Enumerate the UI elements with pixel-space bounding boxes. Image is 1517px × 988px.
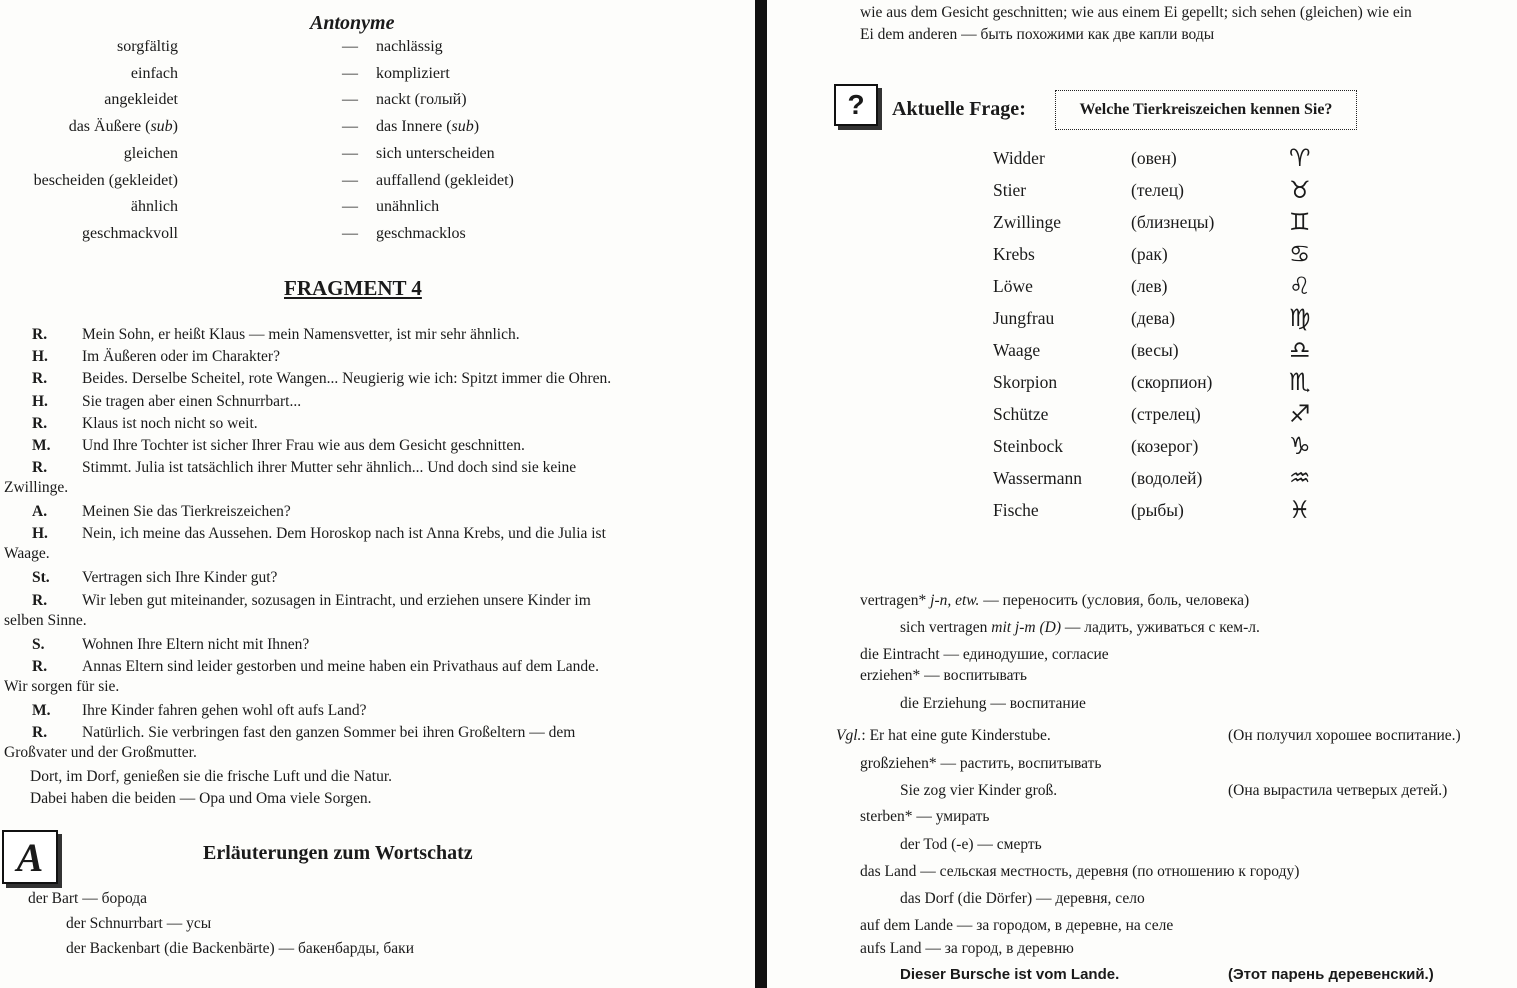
antonym-row [0,118,600,140]
antonym-right: sich unterscheiden [376,144,495,162]
zodiac-russian: (близнецы) [1131,212,1215,232]
antonym-left: sorgfältig [116,38,178,55]
zodiac-russian: (лев) [1131,276,1168,296]
letter-a-icon: A [2,830,58,884]
zodiac-german: Widder [993,148,1045,168]
antonym-right: geschmacklos [376,224,466,242]
antonyme-title: Antonyme [310,12,395,34]
zodiac-symbol-icon: ♓ [1289,496,1311,524]
vocab-eintracht: die Eintracht — единодушие, согласие [860,646,1109,663]
vocab-grossziehen-translation: (Она вырастила четверых детей.) [1228,782,1448,799]
antonym-dash: — [342,144,358,162]
zodiac-german: Stier [993,180,1027,200]
dialogue-continuation: Zwillinge. [4,479,69,497]
speaker: H. [32,348,48,366]
antonym-right: auffallend (gekleidet) [376,171,514,189]
zodiac-row [993,336,1413,370]
dialogue-line [4,435,704,457]
vocab-section-title: Erläuterungen zum Wortschatz [203,842,473,864]
question-box: Welche Tierkreiszeichen kennen Sie? [1055,90,1357,130]
dialogue-text: Wir leben gut miteinander, sozusagen in Eintracht, und erziehen unsere Kinder im [82,591,591,609]
antonym-left: bescheiden (gekleidet) [33,171,178,189]
zodiac-row [993,208,1413,242]
book-spine [755,0,767,988]
vocab-erziehen: erziehen* — воспитывать [860,667,1027,684]
zodiac-symbol-icon: ♉ [1289,176,1311,204]
zodiac-symbol-icon: ♑ [1289,432,1311,460]
dialogue-text: Beides. Derselbe Scheitel, rote Wangen... Neugierig wie ich: Spitzt immer die Ohren. [82,370,612,388]
antonym-left: das Äußere (sub) [68,118,178,136]
speaker: S. [32,635,45,653]
zodiac-german: Waage [993,340,1041,360]
idiom-line-2: Ei dem anderen — быть похожими как две капли воды [860,26,1215,43]
dialogue-text: Klaus ist noch nicht so weit. [82,414,258,432]
zodiac-row [993,240,1413,274]
vocab-aufs-land: aufs Land — за город, в деревню [860,940,1074,957]
vocab-grossziehen-example: Sie zog vier Kinder groß. [900,782,1058,799]
dialogue-text: Und Ihre Tochter ist sicher Ihrer Frau wie aus dem Gesicht geschnitten. [82,437,525,454]
zodiac-row [993,496,1413,530]
left-page [0,0,752,988]
zodiac-russian: (водолей) [1131,468,1203,488]
aktuelle-frage-label: Aktuelle Frage: [892,98,1026,120]
dialogue-text: Annas Eltern sind leider gestorben und meine haben ein Privathaus auf dem Lande. [82,657,599,675]
antonym-dash: — [342,198,358,216]
dialogue-line [4,590,704,634]
zodiac-russian: (телец) [1131,180,1184,200]
zodiac-row [993,176,1413,210]
dialogue-text: Mein Sohn, er heißt Klaus — mein Namensvetter, ist mir sehr ähnlich. [82,326,520,343]
antonym-row [0,225,600,247]
zodiac-symbol-icon: ♎ [1289,336,1311,364]
zodiac-row [993,464,1413,498]
speaker: R. [32,657,48,675]
speaker: H. [32,525,48,543]
antonym-row [0,38,600,60]
dialogue-line [4,788,704,810]
speaker: M. [32,437,51,454]
zodiac-german: Jungfrau [993,308,1055,328]
zodiac-symbol-icon: ♋ [1289,240,1311,268]
dialogue-text: Dabei haben die beiden — Opa und Oma viele Sorgen. [30,790,372,808]
dialogue-line [4,391,704,413]
speaker: R. [32,591,48,609]
dialogue-line [4,324,704,346]
antonym-left: geschmackvoll [82,224,178,242]
antonym-row [0,145,600,167]
dialogue-text: Ihre Kinder fahren gehen wohl oft aufs Land? [82,701,367,719]
zodiac-row [993,368,1413,402]
dialogue-text: Vertragen sich Ihre Kinder gut? [82,569,278,587]
vocab-sich-vertragen: sich vertragen mit j-m (D) — ладить, уживаться с кем-л. [900,619,1260,636]
fragment-title: FRAGMENT 4 [284,276,422,300]
dialogue-text: Wohnen Ihre Eltern nicht mit Ihnen? [82,635,310,653]
vocab-land: das Land — сельская местность, деревня (по отношению к городу) [860,863,1300,880]
zodiac-row [993,432,1413,466]
zodiac-symbol-icon: ♍ [1289,304,1311,332]
zodiac-german: Löwe [993,276,1033,296]
dialogue-continuation: Wir sorgen für sie. [4,677,120,695]
antonym-dash: — [342,91,358,109]
dialogue-line [4,634,704,656]
zodiac-symbol-icon: ♈ [1289,144,1311,172]
zodiac-symbol-icon: ♌ [1289,272,1311,300]
zodiac-row [993,272,1413,306]
vocab-bursche: Dieser Bursche ist vom Lande. [900,966,1120,983]
zodiac-russian: (дева) [1131,308,1176,328]
antonym-right: unähnlich [376,198,440,216]
zodiac-symbol-icon: ♒ [1289,464,1311,492]
zodiac-german: Fische [993,500,1039,520]
speaker: St. [32,569,50,587]
antonym-row [0,198,600,220]
antonym-left: ähnlich [130,198,178,216]
zodiac-symbol-icon: ♊ [1289,208,1311,236]
vocab-entry: der Backenbart (die Backenbärte) — бакенбарды, баки [66,940,414,957]
question-icon: ? [834,84,878,126]
zodiac-german: Wassermann [993,468,1082,488]
zodiac-symbol-icon: ♐ [1289,400,1311,428]
antonym-right: kompliziert [376,64,450,82]
zodiac-russian: (овен) [1131,148,1177,168]
dialogue-text: Natürlich. Sie verbringen fast den ganzen Sommer bei ihren Großeltern — dem [82,724,576,741]
speaker: R. [32,326,48,343]
antonym-right: nachlässig [376,38,443,55]
antonym-dash: — [342,118,358,136]
speaker: M. [32,701,51,719]
dialogue-line [4,656,704,700]
zodiac-german: Zwillinge [993,212,1062,232]
vocab-bursche-translation: (Этот парень деревенский.) [1228,966,1434,983]
antonym-row [0,172,600,194]
vocab-grossziehen: großziehen* — растить, воспитывать [860,755,1102,772]
zodiac-german: Krebs [993,244,1035,264]
dialogue-line [4,457,704,501]
zodiac-russian: (рыбы) [1131,500,1184,520]
antonym-row [0,65,600,87]
zodiac-russian: (скорпион) [1131,372,1213,392]
zodiac-russian: (стрелец) [1131,404,1201,424]
dialogue-text: Meinen Sie das Tierkreiszeichen? [82,503,291,521]
zodiac-symbol-icon: ♏ [1289,368,1311,396]
dialogue-text: Nein, ich meine das Aussehen. Dem Horoskop nach ist Anna Krebs, und die Julia ist [82,525,606,543]
speaker: R. [32,724,48,741]
antonym-left: angekleidet [104,91,178,109]
dialogue-line [4,413,704,435]
zodiac-row [993,304,1413,338]
speaker: R. [32,459,48,477]
speaker: A. [32,503,48,521]
dialogue-line [4,368,704,390]
dialogue-line [4,722,704,766]
dialogue-line [4,346,704,368]
idiom-line-1: wie aus dem Gesicht geschnitten; wie aus einem Ei gepellt; sich sehen (gleichen) wie ein [860,4,1412,21]
vocab-dorf: das Dorf (die Dörfer) — деревня, село [900,890,1145,907]
antonym-left: gleichen [123,144,178,162]
speaker: R. [32,370,48,388]
antonym-right: nackt (голый) [376,91,467,109]
antonym-dash: — [342,64,358,82]
vocab-vgl-translation: (Он получил хорошее воспитание.) [1228,727,1461,744]
dialogue-line [4,766,704,788]
vocab-entry: der Schnurrbart — усы [66,915,212,932]
vocab-sterben: sterben* — умирать [860,808,990,825]
speaker: H. [32,392,48,410]
dialogue-text: Im Äußeren oder im Charakter? [82,348,280,366]
dialogue-line [4,501,704,523]
dialogue-text: Stimmt. Julia ist tatsächlich ihrer Mutter sehr ähnlich... Und doch sind sie keine [82,459,577,477]
antonym-dash: — [342,38,358,55]
antonym-row [0,91,600,113]
antonym-right: das Innere (sub) [376,118,480,136]
zodiac-row [993,144,1413,178]
zodiac-german: Steinbock [993,436,1063,456]
speaker: R. [32,414,48,432]
antonym-dash: — [342,224,358,242]
vocab-entry: der Bart — борода [28,890,148,907]
vocab-vgl: Vgl.: Er hat eine gute Kinderstube. [836,727,1051,744]
dialogue-text: Sie tragen aber einen Schnurrbart... [82,392,302,410]
dialogue-line [4,567,704,589]
vocab-auf-dem-lande: auf dem Lande — за городом, в деревне, на селе [860,917,1174,934]
vocab-erziehung: die Erziehung — воспитание [900,695,1086,712]
dialogue-line [4,523,704,567]
vocab-tod: der Tod (-e) — смерть [900,836,1042,853]
zodiac-german: Schütze [993,404,1049,424]
zodiac-russian: (весы) [1131,340,1179,360]
dialogue-continuation: Waage. [4,545,50,563]
right-page [772,0,1517,988]
zodiac-row [993,400,1413,434]
dialogue-continuation: Großvater und der Großmutter. [4,744,197,761]
antonym-left: einfach [130,64,178,82]
dialogue-line [4,700,704,722]
zodiac-russian: (козерог) [1131,436,1199,456]
antonym-dash: — [342,171,358,189]
dialogue-text: Dort, im Dorf, genießen sie die frische Luft und die Natur. [30,768,392,785]
vocab-vertragen: vertragen* j-n, etw. — переносить (условия, боль, человека) [860,592,1250,609]
zodiac-russian: (рак) [1131,244,1168,264]
zodiac-german: Skorpion [993,372,1058,392]
dialogue-continuation: selben Sinne. [4,611,87,629]
